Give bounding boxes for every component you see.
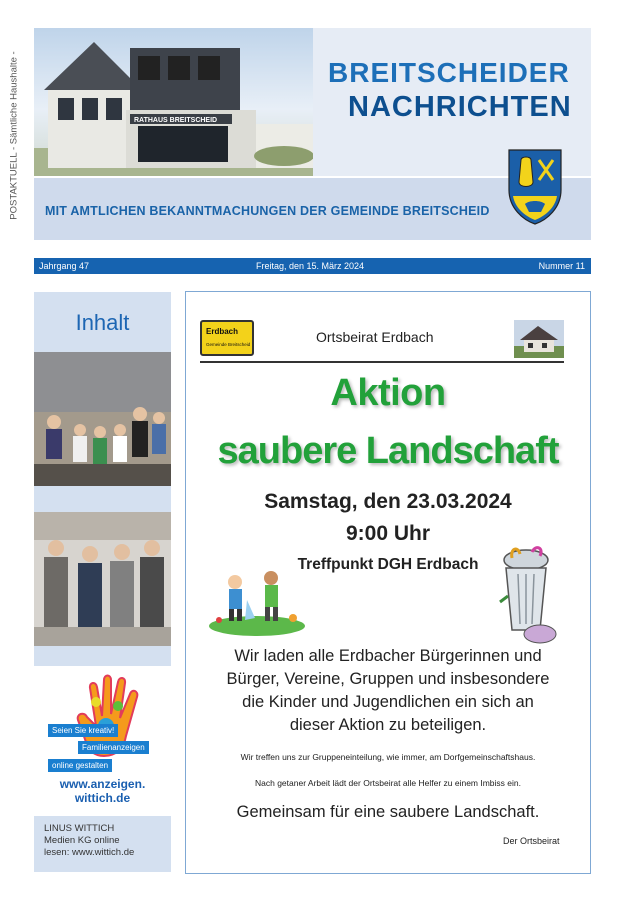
coat-of-arms-icon <box>505 146 565 226</box>
volume-label: Jahrgang 47 <box>39 261 90 271</box>
town-hall-sign: RATHAUS BREITSCHEID <box>134 117 218 124</box>
meeting-note: Wir treffen uns zur Gruppeneinteilung, wie immer, am Dorfgemeinschaftshaus. <box>240 752 536 762</box>
issue-date: Freitag, den 15. März 2024 <box>256 261 365 271</box>
notice-heading: Ortsbeirat Erdbach <box>316 329 434 345</box>
village-house-photo <box>514 320 564 358</box>
town-sign: Erdbach Gemeinde Breitscheid <box>200 320 254 356</box>
distribution-note: POSTAKTUELL - Sämtliche Haushalte - <box>8 51 20 220</box>
ad-tag-creative: Seien Sie kreativ! <box>48 724 118 737</box>
action-title-line2: saubere Landschaft <box>217 430 559 472</box>
heading-divider <box>200 361 564 363</box>
event-date: Samstag, den 23.03.2024 <box>264 490 512 513</box>
contents-heading: Inhalt <box>75 310 130 335</box>
masthead-title-line1: BREITSCHEIDER <box>328 57 570 88</box>
masthead-subtitle: MIT AMTLICHEN BEKANNTMACHUNGEN DER GEMEINDE BREITSCHEID <box>45 204 490 218</box>
snack-note: Nach getaner Arbeit lädt der Ortsbeirat alle Helfer zu einem Imbiss ein. <box>255 778 521 788</box>
signature: Der Ortsbeirat <box>503 836 560 846</box>
municipal-crest <box>505 146 565 226</box>
meeting-point: Treffpunkt DGH Erdbach <box>297 556 479 573</box>
trash-bin-icon <box>488 542 564 646</box>
men-group-illustration <box>34 512 171 646</box>
town-hall-photo <box>34 28 313 176</box>
masthead-title-line2: NACHRICHTEN <box>348 91 572 123</box>
event-time: 9:00 Uhr <box>345 522 431 545</box>
children-event-photo[interactable] <box>34 352 171 486</box>
issue-info-bar <box>34 258 591 274</box>
action-title-line1: Aktion <box>330 372 446 414</box>
house-illustration <box>514 320 564 358</box>
ad-url[interactable]: www.anzeigen. wittich.de <box>59 777 146 805</box>
issue-number: Nummer 11 <box>538 261 585 271</box>
publisher-info: LINUS WITTICH Medien KG online lesen: www.wittich.de <box>44 823 135 858</box>
kids-cleanup-icon <box>205 562 309 638</box>
children-group-illustration <box>34 352 171 486</box>
town-hall-illustration <box>34 28 313 176</box>
award-ceremony-photo[interactable] <box>34 512 171 646</box>
invitation-text: Wir laden alle Erdbacher Bürgerinnen und Bürger, Vereine, Gruppen und insbesondere die Kinder und Jugendlichen ein sich an dieser Aktion zu beteiligen. <box>226 647 550 734</box>
closing-line: Gemeinsam für eine saubere Landschaft. <box>236 803 540 821</box>
ad-tag-online: online gestalten <box>48 759 112 772</box>
ad-tag-family-ads: Familienanzeigen <box>78 741 149 754</box>
